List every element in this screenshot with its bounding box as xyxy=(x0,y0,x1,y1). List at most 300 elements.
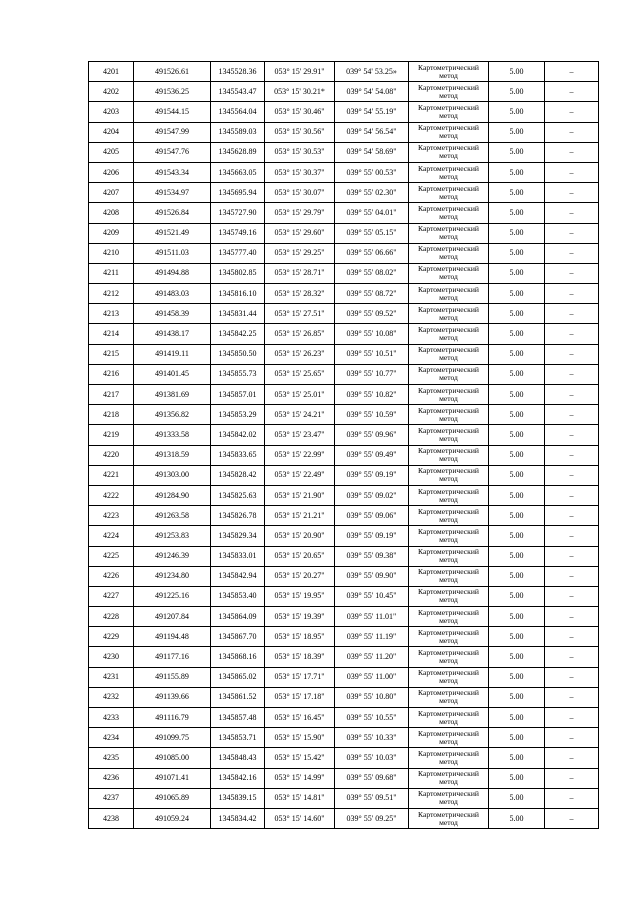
table-row xyxy=(89,586,599,606)
longitude-cell: 039° 55' 09.51" xyxy=(335,788,409,808)
note-cell: – xyxy=(545,102,599,122)
note-cell: – xyxy=(545,324,599,344)
latitude-cell: 053° 15' 21.90" xyxy=(265,485,335,505)
y-coordinate-cell: 1345828.42 xyxy=(211,465,265,485)
method-cell: Картометрический метод xyxy=(409,122,489,142)
point-number-cell: 4235 xyxy=(89,748,134,768)
latitude-cell: 053° 15' 28.32" xyxy=(265,284,335,304)
point-number-cell: 4211 xyxy=(89,263,134,283)
y-coordinate-cell: 1345842.02 xyxy=(211,425,265,445)
longitude-cell: 039° 55' 08.72" xyxy=(335,284,409,304)
method-cell: Картометрический метод xyxy=(409,324,489,344)
y-coordinate-cell: 1345833.65 xyxy=(211,445,265,465)
x-coordinate-cell: 491536.25 xyxy=(134,82,211,102)
longitude-cell: 039° 55' 09.52" xyxy=(335,304,409,324)
longitude-cell: 039° 55' 09.96" xyxy=(335,425,409,445)
method-cell: Картометрический метод xyxy=(409,284,489,304)
method-cell: Картометрический метод xyxy=(409,627,489,647)
point-number-cell: 4237 xyxy=(89,788,134,808)
y-coordinate-cell: 1345853.71 xyxy=(211,728,265,748)
x-coordinate-cell: 491318.59 xyxy=(134,445,211,465)
x-coordinate-cell: 491547.76 xyxy=(134,142,211,162)
table-row xyxy=(89,263,599,283)
accuracy-cell: 5.00 xyxy=(489,728,545,748)
longitude-cell: 039° 55' 10.33" xyxy=(335,728,409,748)
method-cell: Картометрический метод xyxy=(409,82,489,102)
point-number-cell: 4212 xyxy=(89,284,134,304)
table-row xyxy=(89,304,599,324)
y-coordinate-cell: 1345839.15 xyxy=(211,788,265,808)
latitude-cell: 053° 15' 30.37" xyxy=(265,162,335,182)
y-coordinate-cell: 1345727.90 xyxy=(211,203,265,223)
longitude-cell: 039° 55' 04.01" xyxy=(335,203,409,223)
x-coordinate-cell: 491401.45 xyxy=(134,364,211,384)
accuracy-cell: 5.00 xyxy=(489,808,545,828)
y-coordinate-cell: 1345802.85 xyxy=(211,263,265,283)
table-row xyxy=(89,425,599,445)
y-coordinate-cell: 1345857.48 xyxy=(211,708,265,728)
x-coordinate-cell: 491246.39 xyxy=(134,546,211,566)
y-coordinate-cell: 1345842.25 xyxy=(211,324,265,344)
y-coordinate-cell: 1345816.10 xyxy=(211,284,265,304)
table-row xyxy=(89,627,599,647)
y-coordinate-cell: 1345867.70 xyxy=(211,627,265,647)
point-number-cell: 4224 xyxy=(89,526,134,546)
point-number-cell: 4238 xyxy=(89,808,134,828)
table-row xyxy=(89,284,599,304)
longitude-cell: 039° 54' 58.69" xyxy=(335,142,409,162)
x-coordinate-cell: 491303.00 xyxy=(134,465,211,485)
note-cell: – xyxy=(545,647,599,667)
x-coordinate-cell: 491381.69 xyxy=(134,385,211,405)
accuracy-cell: 5.00 xyxy=(489,304,545,324)
latitude-cell: 053° 15' 20.27" xyxy=(265,566,335,586)
latitude-cell: 053° 15' 30.46" xyxy=(265,102,335,122)
x-coordinate-cell: 491419.11 xyxy=(134,344,211,364)
point-number-cell: 4230 xyxy=(89,647,134,667)
x-coordinate-cell: 491547.99 xyxy=(134,122,211,142)
accuracy-cell: 5.00 xyxy=(489,263,545,283)
method-cell: Картометрический метод xyxy=(409,708,489,728)
latitude-cell: 053° 15' 14.60" xyxy=(265,808,335,828)
longitude-cell: 039° 55' 10.82" xyxy=(335,385,409,405)
latitude-cell: 053° 15' 26.85" xyxy=(265,324,335,344)
table-row xyxy=(89,748,599,768)
point-number-cell: 4229 xyxy=(89,627,134,647)
x-coordinate-cell: 491333.58 xyxy=(134,425,211,445)
accuracy-cell: 5.00 xyxy=(489,607,545,627)
longitude-cell: 039° 55' 09.19" xyxy=(335,526,409,546)
x-coordinate-cell: 491139.66 xyxy=(134,687,211,707)
accuracy-cell: 5.00 xyxy=(489,506,545,526)
method-cell: Картометрический метод xyxy=(409,788,489,808)
point-number-cell: 4207 xyxy=(89,183,134,203)
table-row xyxy=(89,183,599,203)
note-cell: – xyxy=(545,162,599,182)
method-cell: Картометрический метод xyxy=(409,586,489,606)
longitude-cell: 039° 55' 10.03" xyxy=(335,748,409,768)
table-row xyxy=(89,162,599,182)
table-row xyxy=(89,687,599,707)
accuracy-cell: 5.00 xyxy=(489,788,545,808)
y-coordinate-cell: 1345861.52 xyxy=(211,687,265,707)
latitude-cell: 053° 15' 22.99" xyxy=(265,445,335,465)
x-coordinate-cell: 491356.82 xyxy=(134,405,211,425)
note-cell: – xyxy=(545,627,599,647)
longitude-cell: 039° 55' 05.15" xyxy=(335,223,409,243)
latitude-cell: 053° 15' 24.21" xyxy=(265,405,335,425)
x-coordinate-cell: 491526.61 xyxy=(134,62,211,82)
table-row xyxy=(89,62,599,82)
y-coordinate-cell: 1345825.63 xyxy=(211,485,265,505)
latitude-cell: 053° 15' 15.90" xyxy=(265,728,335,748)
x-coordinate-cell: 491526.84 xyxy=(134,203,211,223)
accuracy-cell: 5.00 xyxy=(489,324,545,344)
longitude-cell: 039° 55' 10.80" xyxy=(335,687,409,707)
method-cell: Картометрический метод xyxy=(409,465,489,485)
method-cell: Картометрический метод xyxy=(409,425,489,445)
table-row xyxy=(89,364,599,384)
y-coordinate-cell: 1345850.50 xyxy=(211,344,265,364)
point-number-cell: 4233 xyxy=(89,708,134,728)
longitude-cell: 039° 54' 55.19" xyxy=(335,102,409,122)
point-number-cell: 4225 xyxy=(89,546,134,566)
accuracy-cell: 5.00 xyxy=(489,586,545,606)
latitude-cell: 053° 15' 20.90" xyxy=(265,526,335,546)
point-number-cell: 4202 xyxy=(89,82,134,102)
latitude-cell: 053° 15' 19.39" xyxy=(265,607,335,627)
x-coordinate-cell: 491085.00 xyxy=(134,748,211,768)
table-row xyxy=(89,506,599,526)
note-cell: – xyxy=(545,142,599,162)
table-row xyxy=(89,546,599,566)
point-number-cell: 4226 xyxy=(89,566,134,586)
accuracy-cell: 5.00 xyxy=(489,284,545,304)
accuracy-cell: 5.00 xyxy=(489,445,545,465)
longitude-cell: 039° 55' 11.20" xyxy=(335,647,409,667)
accuracy-cell: 5.00 xyxy=(489,526,545,546)
x-coordinate-cell: 491155.89 xyxy=(134,667,211,687)
longitude-cell: 039° 55' 08.02" xyxy=(335,263,409,283)
x-coordinate-cell: 491234.80 xyxy=(134,566,211,586)
latitude-cell: 053° 15' 29.60" xyxy=(265,223,335,243)
y-coordinate-cell: 1345853.29 xyxy=(211,405,265,425)
y-coordinate-cell: 1345857.01 xyxy=(211,385,265,405)
note-cell: – xyxy=(545,445,599,465)
accuracy-cell: 5.00 xyxy=(489,425,545,445)
accuracy-cell: 5.00 xyxy=(489,768,545,788)
y-coordinate-cell: 1345663.05 xyxy=(211,162,265,182)
accuracy-cell: 5.00 xyxy=(489,667,545,687)
accuracy-cell: 5.00 xyxy=(489,647,545,667)
point-number-cell: 4204 xyxy=(89,122,134,142)
x-coordinate-cell: 491225.16 xyxy=(134,586,211,606)
y-coordinate-cell: 1345777.40 xyxy=(211,243,265,263)
longitude-cell: 039° 55' 11.19" xyxy=(335,627,409,647)
x-coordinate-cell: 491511.03 xyxy=(134,243,211,263)
x-coordinate-cell: 491207.84 xyxy=(134,607,211,627)
note-cell: – xyxy=(545,566,599,586)
y-coordinate-cell: 1345833.01 xyxy=(211,546,265,566)
note-cell: – xyxy=(545,122,599,142)
x-coordinate-cell: 491263.58 xyxy=(134,506,211,526)
latitude-cell: 053° 15' 17.71" xyxy=(265,667,335,687)
point-number-cell: 4209 xyxy=(89,223,134,243)
latitude-cell: 053° 15' 15.42" xyxy=(265,748,335,768)
method-cell: Картометрический метод xyxy=(409,405,489,425)
note-cell: – xyxy=(545,304,599,324)
latitude-cell: 053° 15' 25.01" xyxy=(265,385,335,405)
accuracy-cell: 5.00 xyxy=(489,546,545,566)
y-coordinate-cell: 1345695.94 xyxy=(211,183,265,203)
note-cell: – xyxy=(545,405,599,425)
point-number-cell: 4221 xyxy=(89,465,134,485)
note-cell: – xyxy=(545,183,599,203)
latitude-cell: 053° 15' 29.25" xyxy=(265,243,335,263)
x-coordinate-cell: 491544.15 xyxy=(134,102,211,122)
y-coordinate-cell: 1345589.03 xyxy=(211,122,265,142)
method-cell: Картометрический метод xyxy=(409,62,489,82)
y-coordinate-cell: 1345865.02 xyxy=(211,667,265,687)
note-cell: – xyxy=(545,465,599,485)
table-row xyxy=(89,607,599,627)
note-cell: – xyxy=(545,748,599,768)
point-number-cell: 4223 xyxy=(89,506,134,526)
x-coordinate-cell: 491253.83 xyxy=(134,526,211,546)
method-cell: Картометрический метод xyxy=(409,506,489,526)
accuracy-cell: 5.00 xyxy=(489,344,545,364)
longitude-cell: 039° 55' 00.53" xyxy=(335,162,409,182)
point-number-cell: 4220 xyxy=(89,445,134,465)
x-coordinate-cell: 491177.16 xyxy=(134,647,211,667)
point-number-cell: 4201 xyxy=(89,62,134,82)
table-row xyxy=(89,122,599,142)
method-cell: Картометрический метод xyxy=(409,526,489,546)
longitude-cell: 039° 55' 10.59" xyxy=(335,405,409,425)
note-cell: – xyxy=(545,203,599,223)
note-cell: – xyxy=(545,546,599,566)
longitude-cell: 039° 55' 09.19" xyxy=(335,465,409,485)
accuracy-cell: 5.00 xyxy=(489,162,545,182)
table-row xyxy=(89,708,599,728)
longitude-cell: 039° 54' 53.25» xyxy=(335,62,409,82)
method-cell: Картометрический метод xyxy=(409,445,489,465)
note-cell: – xyxy=(545,667,599,687)
method-cell: Картометрический метод xyxy=(409,162,489,182)
note-cell: – xyxy=(545,808,599,828)
longitude-cell: 039° 54' 56.54" xyxy=(335,122,409,142)
table-row xyxy=(89,768,599,788)
note-cell: – xyxy=(545,768,599,788)
note-cell: – xyxy=(545,485,599,505)
note-cell: – xyxy=(545,385,599,405)
accuracy-cell: 5.00 xyxy=(489,102,545,122)
x-coordinate-cell: 491071.41 xyxy=(134,768,211,788)
y-coordinate-cell: 1345834.42 xyxy=(211,808,265,828)
method-cell: Картометрический метод xyxy=(409,748,489,768)
accuracy-cell: 5.00 xyxy=(489,223,545,243)
note-cell: – xyxy=(545,243,599,263)
note-cell: – xyxy=(545,526,599,546)
y-coordinate-cell: 1345564.04 xyxy=(211,102,265,122)
y-coordinate-cell: 1345842.94 xyxy=(211,566,265,586)
accuracy-cell: 5.00 xyxy=(489,243,545,263)
note-cell: – xyxy=(545,708,599,728)
table-row xyxy=(89,142,599,162)
x-coordinate-cell: 491099.75 xyxy=(134,728,211,748)
note-cell: – xyxy=(545,687,599,707)
y-coordinate-cell: 1345528.36 xyxy=(211,62,265,82)
point-number-cell: 4231 xyxy=(89,667,134,687)
accuracy-cell: 5.00 xyxy=(489,203,545,223)
method-cell: Картометрический метод xyxy=(409,728,489,748)
accuracy-cell: 5.00 xyxy=(489,748,545,768)
table-row xyxy=(89,405,599,425)
method-cell: Картометрический метод xyxy=(409,566,489,586)
point-number-cell: 4214 xyxy=(89,324,134,344)
latitude-cell: 053° 15' 30.07" xyxy=(265,183,335,203)
table-row xyxy=(89,485,599,505)
point-number-cell: 4219 xyxy=(89,425,134,445)
method-cell: Картометрический метод xyxy=(409,263,489,283)
method-cell: Картометрический метод xyxy=(409,203,489,223)
method-cell: Картометрический метод xyxy=(409,304,489,324)
table-row xyxy=(89,102,599,122)
latitude-cell: 053° 15' 28.71" xyxy=(265,263,335,283)
accuracy-cell: 5.00 xyxy=(489,122,545,142)
x-coordinate-cell: 491438.17 xyxy=(134,324,211,344)
point-number-cell: 4236 xyxy=(89,768,134,788)
method-cell: Картометрический метод xyxy=(409,102,489,122)
accuracy-cell: 5.00 xyxy=(489,687,545,707)
table-row xyxy=(89,788,599,808)
point-number-cell: 4203 xyxy=(89,102,134,122)
note-cell: – xyxy=(545,284,599,304)
latitude-cell: 053° 15' 20.65" xyxy=(265,546,335,566)
x-coordinate-cell: 491194.48 xyxy=(134,627,211,647)
longitude-cell: 039° 55' 11.01" xyxy=(335,607,409,627)
latitude-cell: 053° 15' 27.51" xyxy=(265,304,335,324)
method-cell: Картометрический метод xyxy=(409,183,489,203)
point-number-cell: 4205 xyxy=(89,142,134,162)
y-coordinate-cell: 1345842.16 xyxy=(211,768,265,788)
point-number-cell: 4213 xyxy=(89,304,134,324)
note-cell: – xyxy=(545,425,599,445)
accuracy-cell: 5.00 xyxy=(489,364,545,384)
accuracy-cell: 5.00 xyxy=(489,183,545,203)
x-coordinate-cell: 491284.90 xyxy=(134,485,211,505)
longitude-cell: 039° 55' 09.38" xyxy=(335,546,409,566)
longitude-cell: 039° 55' 09.68" xyxy=(335,768,409,788)
longitude-cell: 039° 55' 10.45" xyxy=(335,586,409,606)
y-coordinate-cell: 1345868.16 xyxy=(211,647,265,667)
note-cell: – xyxy=(545,344,599,364)
x-coordinate-cell: 491521.49 xyxy=(134,223,211,243)
accuracy-cell: 5.00 xyxy=(489,82,545,102)
table-row xyxy=(89,526,599,546)
latitude-cell: 053° 15' 22.49" xyxy=(265,465,335,485)
longitude-cell: 039° 55' 09.02" xyxy=(335,485,409,505)
note-cell: – xyxy=(545,788,599,808)
table-row xyxy=(89,82,599,102)
x-coordinate-cell: 491458.39 xyxy=(134,304,211,324)
latitude-cell: 053° 15' 29.79" xyxy=(265,203,335,223)
latitude-cell: 053° 15' 25.65" xyxy=(265,364,335,384)
note-cell: – xyxy=(545,223,599,243)
y-coordinate-cell: 1345826.78 xyxy=(211,506,265,526)
accuracy-cell: 5.00 xyxy=(489,485,545,505)
accuracy-cell: 5.00 xyxy=(489,708,545,728)
coordinates-table xyxy=(88,61,599,829)
longitude-cell: 039° 55' 06.66" xyxy=(335,243,409,263)
latitude-cell: 053° 15' 14.81" xyxy=(265,788,335,808)
point-number-cell: 4206 xyxy=(89,162,134,182)
longitude-cell: 039° 55' 09.49" xyxy=(335,445,409,465)
method-cell: Картометрический метод xyxy=(409,364,489,384)
note-cell: – xyxy=(545,364,599,384)
method-cell: Картометрический метод xyxy=(409,223,489,243)
latitude-cell: 053° 15' 30.53" xyxy=(265,142,335,162)
accuracy-cell: 5.00 xyxy=(489,62,545,82)
table-row xyxy=(89,667,599,687)
longitude-cell: 039° 55' 10.08" xyxy=(335,324,409,344)
x-coordinate-cell: 491065.89 xyxy=(134,788,211,808)
y-coordinate-cell: 1345848.43 xyxy=(211,748,265,768)
table-row xyxy=(89,223,599,243)
method-cell: Картометрический метод xyxy=(409,808,489,828)
longitude-cell: 039° 55' 10.55" xyxy=(335,708,409,728)
latitude-cell: 053° 15' 18.95" xyxy=(265,627,335,647)
method-cell: Картометрический метод xyxy=(409,344,489,364)
y-coordinate-cell: 1345831.44 xyxy=(211,304,265,324)
table-row xyxy=(89,465,599,485)
point-number-cell: 4210 xyxy=(89,243,134,263)
latitude-cell: 053° 15' 18.39" xyxy=(265,647,335,667)
method-cell: Картометрический метод xyxy=(409,687,489,707)
note-cell: – xyxy=(545,506,599,526)
table-row xyxy=(89,344,599,364)
latitude-cell: 053° 15' 17.18" xyxy=(265,687,335,707)
latitude-cell: 053° 15' 14.99" xyxy=(265,768,335,788)
y-coordinate-cell: 1345749.16 xyxy=(211,223,265,243)
point-number-cell: 4234 xyxy=(89,728,134,748)
accuracy-cell: 5.00 xyxy=(489,142,545,162)
point-number-cell: 4227 xyxy=(89,586,134,606)
longitude-cell: 039° 55' 09.90" xyxy=(335,566,409,586)
method-cell: Картометрический метод xyxy=(409,647,489,667)
x-coordinate-cell: 491494.88 xyxy=(134,263,211,283)
longitude-cell: 039° 55' 10.51" xyxy=(335,344,409,364)
table-row xyxy=(89,324,599,344)
longitude-cell: 039° 54' 54.08" xyxy=(335,82,409,102)
method-cell: Картометрический метод xyxy=(409,667,489,687)
latitude-cell: 053° 15' 21.21" xyxy=(265,506,335,526)
point-number-cell: 4217 xyxy=(89,385,134,405)
x-coordinate-cell: 491483.03 xyxy=(134,284,211,304)
longitude-cell: 039° 55' 09.06" xyxy=(335,506,409,526)
latitude-cell: 053° 15' 26.23" xyxy=(265,344,335,364)
accuracy-cell: 5.00 xyxy=(489,566,545,586)
table-row xyxy=(89,385,599,405)
note-cell: – xyxy=(545,607,599,627)
method-cell: Картометрический метод xyxy=(409,546,489,566)
coordinates-table-body xyxy=(89,62,599,829)
note-cell: – xyxy=(545,62,599,82)
longitude-cell: 039° 55' 11.00" xyxy=(335,667,409,687)
latitude-cell: 053° 15' 30.21* xyxy=(265,82,335,102)
x-coordinate-cell: 491116.79 xyxy=(134,708,211,728)
table-row xyxy=(89,445,599,465)
